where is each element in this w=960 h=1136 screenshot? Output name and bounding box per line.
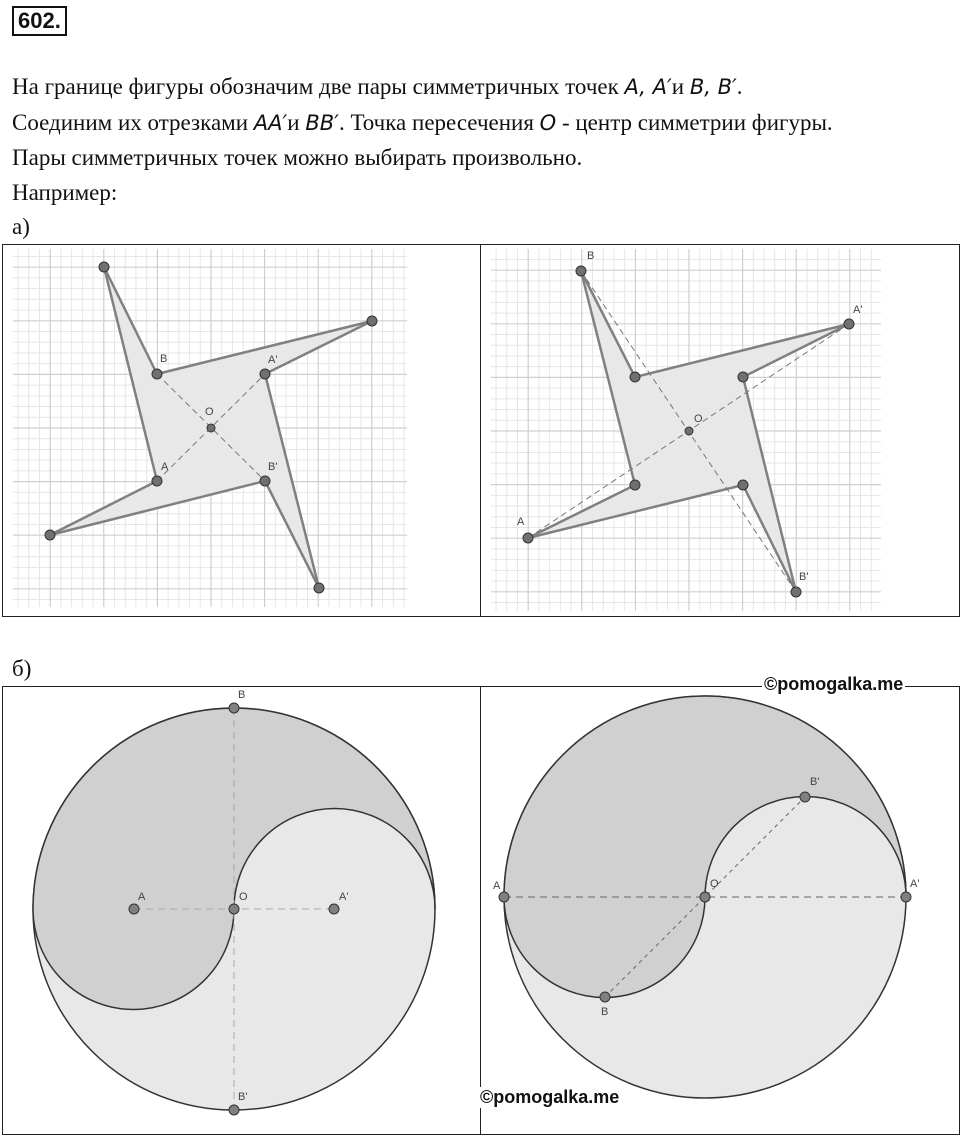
vertex-point: [99, 262, 109, 272]
vertex-point: [45, 530, 55, 540]
label-b: B: [160, 353, 168, 365]
point-o: [685, 427, 693, 435]
vertex-point: [630, 372, 640, 382]
label-a: A: [517, 516, 525, 528]
point-b: [152, 369, 162, 379]
label-o: O: [239, 891, 248, 903]
point-a1: [901, 892, 911, 902]
label-b1: B': [810, 776, 820, 788]
vertex-point: [738, 480, 748, 490]
label-a: A: [138, 891, 146, 903]
label-a: A: [493, 880, 501, 892]
label-b1: B': [799, 571, 809, 583]
text-line-2: Соединим их отрезками AA′и BB′. Точка пересечения O - центр симметрии фигуры.: [12, 110, 833, 135]
label-a1: A': [910, 878, 920, 890]
point-a1: [260, 369, 270, 379]
star-right-drawing: [481, 245, 959, 616]
panel-star-left: [2, 244, 482, 617]
point-b1: [260, 476, 270, 486]
label-b: B: [601, 1006, 609, 1018]
yinyang-left-drawing: [3, 687, 481, 1134]
label-o: O: [694, 413, 703, 425]
label-o: O: [205, 406, 214, 418]
vertex-point: [738, 372, 748, 382]
panel-yinyang-left: [2, 686, 482, 1135]
watermark-bottom: ©pomogalka.me: [480, 1087, 620, 1107]
point-b1: [229, 1105, 239, 1115]
point-a1: [844, 319, 854, 329]
problem-number: 602.: [12, 6, 67, 36]
point-b1: [791, 587, 801, 597]
yinyang-right-drawing: [481, 687, 959, 1134]
text-line-1: На границе фигуры обозначим две пары симметричных точек A, A′и B, B′.: [12, 74, 743, 99]
label-b1: B': [238, 1091, 248, 1103]
label-a1: A': [339, 891, 349, 903]
label-a: а): [12, 214, 30, 239]
label-b1: B': [268, 461, 278, 473]
label-b: B: [238, 689, 246, 701]
point-a: [499, 892, 509, 902]
point-b: [576, 266, 586, 276]
panel-yinyang-right: [480, 686, 960, 1135]
label-b-part: б): [12, 656, 32, 681]
point-b: [600, 992, 610, 1002]
point-a: [129, 904, 139, 914]
vertex-point: [314, 583, 324, 593]
label-b: B: [587, 250, 595, 262]
point-o: [229, 904, 239, 914]
point-o: [700, 892, 710, 902]
label-a1: A': [853, 304, 863, 316]
point-a1: [329, 904, 339, 914]
panel-star-right: [480, 244, 960, 617]
point-a: [152, 476, 162, 486]
label-o: O: [710, 878, 719, 890]
star-left-drawing: [3, 245, 481, 616]
watermark-top: ©pomogalka.me: [764, 674, 904, 694]
point-a: [523, 533, 533, 543]
label-a1: A': [268, 354, 278, 366]
vertex-point: [630, 480, 640, 490]
point-b: [229, 703, 239, 713]
point-o: [207, 424, 215, 432]
point-b1: [800, 792, 810, 802]
text-line-3: Пары симметричных точек можно выбирать произвольно.: [12, 145, 583, 170]
label-a: A: [161, 461, 169, 473]
vertex-point: [367, 316, 377, 326]
text-line-4: Например:: [12, 180, 118, 205]
